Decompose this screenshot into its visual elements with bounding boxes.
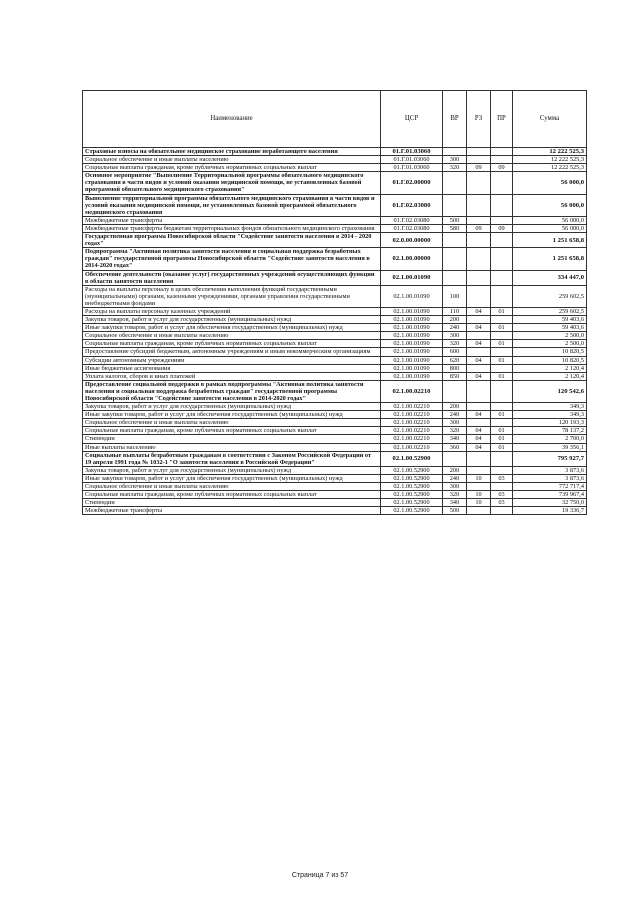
cell-csr: 02.1.00.01090 bbox=[381, 285, 443, 307]
cell-csr: 02.1.00.01090 bbox=[381, 356, 443, 364]
cell-vr: 620 bbox=[443, 356, 467, 364]
cell-pr bbox=[491, 332, 513, 340]
cell-rz: 09 bbox=[467, 224, 491, 232]
table-row bbox=[83, 427, 587, 435]
cell-sum: 59 403,6 bbox=[513, 324, 587, 332]
cell-vr: 300 bbox=[443, 419, 467, 427]
table-row bbox=[83, 466, 587, 474]
table-row bbox=[83, 164, 587, 172]
cell-vr: 300 bbox=[443, 156, 467, 164]
cell-rz bbox=[467, 156, 491, 164]
budget-table bbox=[82, 90, 587, 515]
cell-name: Закупка товаров, работ и услуг для государственных (муниципальных) нужд bbox=[83, 403, 381, 411]
table-row bbox=[83, 507, 587, 515]
cell-csr: 01.Г.02.00000 bbox=[381, 172, 443, 194]
cell-vr: 600 bbox=[443, 348, 467, 356]
cell-rz: 04 bbox=[467, 435, 491, 443]
cell-pr bbox=[491, 316, 513, 324]
table-row-section bbox=[83, 172, 587, 194]
cell-name: Основное мероприятие "Выполнение Территориальной программы обязательного медицинского страхования в части видов и условий оказания медицинской помощи, не установленных базовой программой обязательного медицинского страхования" bbox=[83, 172, 381, 194]
cell-rz bbox=[467, 172, 491, 194]
cell-name: Стипендии bbox=[83, 499, 381, 507]
table-row-section bbox=[83, 248, 587, 270]
cell-name: Предоставление субсидий бюджетным, автономным учреждениям и иным некоммерческим организациям bbox=[83, 348, 381, 356]
cell-csr: 01.Г.01.03060 bbox=[381, 148, 443, 156]
table-row bbox=[83, 156, 587, 164]
table-row bbox=[83, 307, 587, 315]
cell-rz bbox=[467, 148, 491, 156]
cell-csr: 02.1.00.01090 bbox=[381, 324, 443, 332]
cell-vr: 340 bbox=[443, 499, 467, 507]
cell-sum: 1 251 658,8 bbox=[513, 233, 587, 248]
cell-vr: 300 bbox=[443, 483, 467, 491]
cell-vr: 100 bbox=[443, 285, 467, 307]
cell-sum: 3 873,6 bbox=[513, 474, 587, 482]
cell-vr bbox=[443, 233, 467, 248]
cell-pr: 01 bbox=[491, 324, 513, 332]
cell-sum: 349,3 bbox=[513, 403, 587, 411]
cell-csr: 02.1.00.01090 bbox=[381, 348, 443, 356]
cell-csr: 02.1.00.02210 bbox=[381, 427, 443, 435]
cell-csr: 02.1.00.52900 bbox=[381, 499, 443, 507]
cell-name: Межбюджетные трансферты бюджетам территориальных фондов обязательного медицинского страхования bbox=[83, 224, 381, 232]
cell-vr bbox=[443, 148, 467, 156]
cell-sum: 12 222 525,3 bbox=[513, 156, 587, 164]
cell-vr: 200 bbox=[443, 316, 467, 324]
cell-sum: 12 222 525,3 bbox=[513, 164, 587, 172]
cell-pr: 01 bbox=[491, 411, 513, 419]
cell-sum: 3 873,6 bbox=[513, 466, 587, 474]
header-csr: ЦСР bbox=[381, 91, 443, 148]
cell-pr bbox=[491, 285, 513, 307]
cell-pr bbox=[491, 403, 513, 411]
cell-sum: 2 500,0 bbox=[513, 340, 587, 348]
cell-sum: 10 820,5 bbox=[513, 356, 587, 364]
cell-name: Иные закупки товаров, работ и услуг для обеспечения государственных (муниципальных) нужд bbox=[83, 324, 381, 332]
cell-name: Социальное обеспечение и иные выплаты населению bbox=[83, 156, 381, 164]
cell-rz bbox=[467, 451, 491, 466]
cell-vr: 320 bbox=[443, 427, 467, 435]
cell-vr bbox=[443, 451, 467, 466]
cell-rz: 04 bbox=[467, 324, 491, 332]
cell-sum: 12 222 525,3 bbox=[513, 148, 587, 156]
cell-pr bbox=[491, 451, 513, 466]
cell-vr: 500 bbox=[443, 216, 467, 224]
cell-rz: 04 bbox=[467, 443, 491, 451]
cell-vr: 300 bbox=[443, 332, 467, 340]
cell-sum: 2 120,4 bbox=[513, 372, 587, 380]
cell-name: Социальные выплаты гражданам, кроме публичных нормативных социальных выплат bbox=[83, 491, 381, 499]
cell-pr: 09 bbox=[491, 164, 513, 172]
cell-csr: 02.1.00.02210 bbox=[381, 419, 443, 427]
cell-csr: 01.Г.02.03080 bbox=[381, 224, 443, 232]
cell-rz: 04 bbox=[467, 307, 491, 315]
cell-name: Иные закупки товаров, работ и услуг для обеспечения государственных (муниципальных) нужд bbox=[83, 474, 381, 482]
cell-rz bbox=[467, 332, 491, 340]
cell-name: Межбюджетные трансферты bbox=[83, 216, 381, 224]
cell-pr bbox=[491, 364, 513, 372]
cell-vr: 110 bbox=[443, 307, 467, 315]
cell-vr bbox=[443, 248, 467, 270]
cell-csr: 02.1.00.52900 bbox=[381, 466, 443, 474]
cell-sum: 1 251 658,8 bbox=[513, 248, 587, 270]
cell-vr: 800 bbox=[443, 364, 467, 372]
table-row bbox=[83, 411, 587, 419]
table-row bbox=[83, 216, 587, 224]
cell-vr: 240 bbox=[443, 411, 467, 419]
cell-csr: 02.1.00.01090 bbox=[381, 307, 443, 315]
cell-name: Расходы на выплаты персоналу в целях обеспечения выполнения функций государственными (муниципальными) органами, казенными учреждениями, органами управления государственными внебюджетными фондами bbox=[83, 285, 381, 307]
cell-name: Уплата налогов, сборов и иных платежей bbox=[83, 372, 381, 380]
cell-pr bbox=[491, 216, 513, 224]
cell-rz bbox=[467, 483, 491, 491]
cell-vr: 320 bbox=[443, 491, 467, 499]
cell-rz: 04 bbox=[467, 356, 491, 364]
cell-vr: 500 bbox=[443, 507, 467, 515]
cell-pr bbox=[491, 466, 513, 474]
cell-csr: 02.1.00.52900 bbox=[381, 491, 443, 499]
cell-pr: 01 bbox=[491, 435, 513, 443]
cell-vr: 200 bbox=[443, 466, 467, 474]
cell-rz: 04 bbox=[467, 427, 491, 435]
cell-csr: 02.1.00.52900 bbox=[381, 474, 443, 482]
table-header-row bbox=[83, 91, 587, 148]
table-row bbox=[83, 499, 587, 507]
cell-name: Расходы на выплаты персоналу казенных учреждений bbox=[83, 307, 381, 315]
cell-name: Социальные выплаты гражданам, кроме публичных нормативных социальных выплат bbox=[83, 340, 381, 348]
table-row bbox=[83, 403, 587, 411]
table-body bbox=[83, 148, 587, 515]
cell-sum: 2 120,4 bbox=[513, 364, 587, 372]
cell-csr: 02.1.00.01090 bbox=[381, 316, 443, 324]
table-row bbox=[83, 372, 587, 380]
cell-sum: 2 700,0 bbox=[513, 435, 587, 443]
cell-rz bbox=[467, 466, 491, 474]
cell-vr: 850 bbox=[443, 372, 467, 380]
table-row-section bbox=[83, 270, 587, 285]
cell-csr: 02.1.00.02210 bbox=[381, 411, 443, 419]
cell-rz bbox=[467, 507, 491, 515]
cell-vr: 240 bbox=[443, 324, 467, 332]
cell-rz: 10 bbox=[467, 491, 491, 499]
cell-vr: 320 bbox=[443, 164, 467, 172]
cell-pr bbox=[491, 172, 513, 194]
table-row bbox=[83, 285, 587, 307]
table-row-section bbox=[83, 233, 587, 248]
table-row bbox=[83, 340, 587, 348]
cell-name: Государственная программа Новосибирской области "Содействие занятости населения в 2014 - 2020 годах" bbox=[83, 233, 381, 248]
cell-sum: 259 602,5 bbox=[513, 285, 587, 307]
table-row bbox=[83, 332, 587, 340]
cell-vr bbox=[443, 172, 467, 194]
cell-name: Социальные выплаты безработным гражданам в соответствии с Законом Российской Федерации от 19 апреля 1991 года № 1032-1 "О занятости населения в Российской Федерации" bbox=[83, 451, 381, 466]
cell-csr: 02.1.00.02210 bbox=[381, 443, 443, 451]
cell-sum: 120 542,6 bbox=[513, 380, 587, 402]
cell-vr: 340 bbox=[443, 435, 467, 443]
cell-pr bbox=[491, 270, 513, 285]
cell-sum: 78 137,2 bbox=[513, 427, 587, 435]
cell-rz: 10 bbox=[467, 499, 491, 507]
cell-pr bbox=[491, 148, 513, 156]
cell-name: Выполнение территориальной программы обязательного медицинского страхования в части видов и условий оказания медицинской помощи, не установленных базовой программой обязательного медицинского страхования bbox=[83, 194, 381, 216]
cell-name: Иные бюджетные ассигнования bbox=[83, 364, 381, 372]
cell-pr bbox=[491, 419, 513, 427]
cell-pr bbox=[491, 233, 513, 248]
table-row bbox=[83, 348, 587, 356]
cell-pr bbox=[491, 483, 513, 491]
cell-name: Социальное обеспечение и иные выплаты населению bbox=[83, 483, 381, 491]
cell-rz bbox=[467, 380, 491, 402]
cell-rz: 09 bbox=[467, 164, 491, 172]
cell-rz bbox=[467, 270, 491, 285]
cell-csr: 01.Г.02.03080 bbox=[381, 216, 443, 224]
table-row-section bbox=[83, 194, 587, 216]
cell-name: Закупка товаров, работ и услуг для государственных (муниципальных) нужд bbox=[83, 316, 381, 324]
header-rz: РЗ bbox=[467, 91, 491, 148]
cell-pr: 01 bbox=[491, 427, 513, 435]
header-sum: Сумма bbox=[513, 91, 587, 148]
cell-sum: 56 000,0 bbox=[513, 216, 587, 224]
cell-name: Стипендии bbox=[83, 435, 381, 443]
table-row bbox=[83, 324, 587, 332]
table-row bbox=[83, 364, 587, 372]
cell-csr: 02.1.00.52900 bbox=[381, 507, 443, 515]
cell-name: Субсидии автономным учреждениям bbox=[83, 356, 381, 364]
table-row bbox=[83, 224, 587, 232]
cell-vr: 320 bbox=[443, 340, 467, 348]
table-row bbox=[83, 443, 587, 451]
cell-csr: 02.1.00.02210 bbox=[381, 435, 443, 443]
cell-pr bbox=[491, 507, 513, 515]
cell-vr: 360 bbox=[443, 443, 467, 451]
cell-rz bbox=[467, 364, 491, 372]
cell-rz: 10 bbox=[467, 474, 491, 482]
table-row-section bbox=[83, 380, 587, 402]
cell-rz: 04 bbox=[467, 372, 491, 380]
cell-rz: 04 bbox=[467, 340, 491, 348]
table-row bbox=[83, 356, 587, 364]
table-row bbox=[83, 491, 587, 499]
cell-sum: 56 000,0 bbox=[513, 224, 587, 232]
cell-sum: 2 500,0 bbox=[513, 332, 587, 340]
cell-pr bbox=[491, 156, 513, 164]
cell-rz bbox=[467, 194, 491, 216]
cell-sum: 259 602,5 bbox=[513, 307, 587, 315]
header-name: Наименование bbox=[83, 91, 381, 148]
cell-csr: 02.1.00.01090 bbox=[381, 340, 443, 348]
cell-name: Страховые взносы на обязательное медицинское страхование неработающего населения bbox=[83, 148, 381, 156]
cell-rz bbox=[467, 216, 491, 224]
cell-rz bbox=[467, 419, 491, 427]
cell-name: Подпрограмма "Активная политика занятости населения и социальная поддержка безработных граждан" государственной программы Новосибирской области "Содействие занятости населения в 2014-2020 годах" bbox=[83, 248, 381, 270]
cell-name: Социальные выплаты гражданам, кроме публичных нормативных социальных выплат bbox=[83, 427, 381, 435]
cell-vr bbox=[443, 270, 467, 285]
cell-rz bbox=[467, 348, 491, 356]
cell-csr: 02.1.00.01090 bbox=[381, 270, 443, 285]
cell-name: Иные закупки товаров, работ и услуг для обеспечения государственных (муниципальных) нужд bbox=[83, 411, 381, 419]
cell-rz bbox=[467, 233, 491, 248]
cell-pr: 03 bbox=[491, 491, 513, 499]
table-row bbox=[83, 419, 587, 427]
cell-sum: 739 967,4 bbox=[513, 491, 587, 499]
cell-name: Обеспечение деятельности (оказание услуг) государственных учреждений осуществляющих функции в области занятости населения bbox=[83, 270, 381, 285]
table-row bbox=[83, 316, 587, 324]
table-row bbox=[83, 474, 587, 482]
cell-pr bbox=[491, 248, 513, 270]
cell-sum: 59 403,6 bbox=[513, 316, 587, 324]
cell-pr: 01 bbox=[491, 372, 513, 380]
cell-pr: 01 bbox=[491, 356, 513, 364]
cell-pr: 09 bbox=[491, 224, 513, 232]
header-pr: ПР bbox=[491, 91, 513, 148]
cell-pr bbox=[491, 348, 513, 356]
cell-name: Закупка товаров, работ и услуг для государственных (муниципальных) нужд bbox=[83, 466, 381, 474]
cell-vr: 580 bbox=[443, 224, 467, 232]
cell-sum: 39 356,1 bbox=[513, 443, 587, 451]
cell-name: Социальное обеспечение и иные выплаты населению bbox=[83, 419, 381, 427]
cell-sum: 795 927,7 bbox=[513, 451, 587, 466]
cell-pr: 01 bbox=[491, 307, 513, 315]
cell-vr bbox=[443, 194, 467, 216]
cell-pr bbox=[491, 194, 513, 216]
cell-csr: 02.1.00.01090 bbox=[381, 364, 443, 372]
cell-name: Иные выплаты населению bbox=[83, 443, 381, 451]
cell-sum: 32 750,0 bbox=[513, 499, 587, 507]
cell-rz: 04 bbox=[467, 411, 491, 419]
cell-csr: 01.Г.01.03060 bbox=[381, 164, 443, 172]
cell-name: Предоставление социальной поддержки в рамках подпрограммы "Активная политика занятости населения и социальная поддержка безработных граждан" государственной программы Новосибирской области "Содействие занятости населения в 2014-2020 годах" bbox=[83, 380, 381, 402]
cell-csr: 02.1.00.52900 bbox=[381, 451, 443, 466]
cell-pr: 03 bbox=[491, 499, 513, 507]
cell-csr: 02.1.00.52900 bbox=[381, 483, 443, 491]
header-vr: ВР bbox=[443, 91, 467, 148]
cell-pr: 01 bbox=[491, 340, 513, 348]
cell-csr: 02.1.00.02210 bbox=[381, 403, 443, 411]
cell-vr: 240 bbox=[443, 474, 467, 482]
page-number: Страница 7 из 57 bbox=[291, 872, 349, 879]
cell-rz bbox=[467, 316, 491, 324]
cell-rz bbox=[467, 403, 491, 411]
table-row bbox=[83, 435, 587, 443]
cell-sum: 120 193,3 bbox=[513, 419, 587, 427]
table-row-section bbox=[83, 148, 587, 156]
table-row bbox=[83, 483, 587, 491]
cell-sum: 334 447,0 bbox=[513, 270, 587, 285]
cell-csr: 02.1.00.02210 bbox=[381, 380, 443, 402]
cell-pr: 03 bbox=[491, 474, 513, 482]
cell-sum: 56 000,0 bbox=[513, 172, 587, 194]
cell-csr: 02.1.00.01090 bbox=[381, 332, 443, 340]
cell-csr: 01.Г.02.03080 bbox=[381, 194, 443, 216]
cell-csr: 02.0.00.00000 bbox=[381, 233, 443, 248]
cell-name: Социальное обеспечение и иные выплаты населению bbox=[83, 332, 381, 340]
cell-csr: 02.1.00.00000 bbox=[381, 248, 443, 270]
cell-sum: 349,3 bbox=[513, 411, 587, 419]
cell-sum: 10 820,5 bbox=[513, 348, 587, 356]
cell-name: Межбюджетные трансферты bbox=[83, 507, 381, 515]
cell-pr bbox=[491, 380, 513, 402]
cell-sum: 772 717,4 bbox=[513, 483, 587, 491]
cell-vr bbox=[443, 380, 467, 402]
cell-pr: 01 bbox=[491, 443, 513, 451]
cell-sum: 19 336,7 bbox=[513, 507, 587, 515]
cell-csr: 01.Г.01.03060 bbox=[381, 156, 443, 164]
table-row-section bbox=[83, 451, 587, 466]
cell-sum: 56 000,0 bbox=[513, 194, 587, 216]
cell-rz bbox=[467, 248, 491, 270]
cell-name: Социальные выплаты гражданам, кроме публичных нормативных социальных выплат bbox=[83, 164, 381, 172]
cell-rz bbox=[467, 285, 491, 307]
cell-csr: 02.1.00.01090 bbox=[381, 372, 443, 380]
cell-vr: 200 bbox=[443, 403, 467, 411]
